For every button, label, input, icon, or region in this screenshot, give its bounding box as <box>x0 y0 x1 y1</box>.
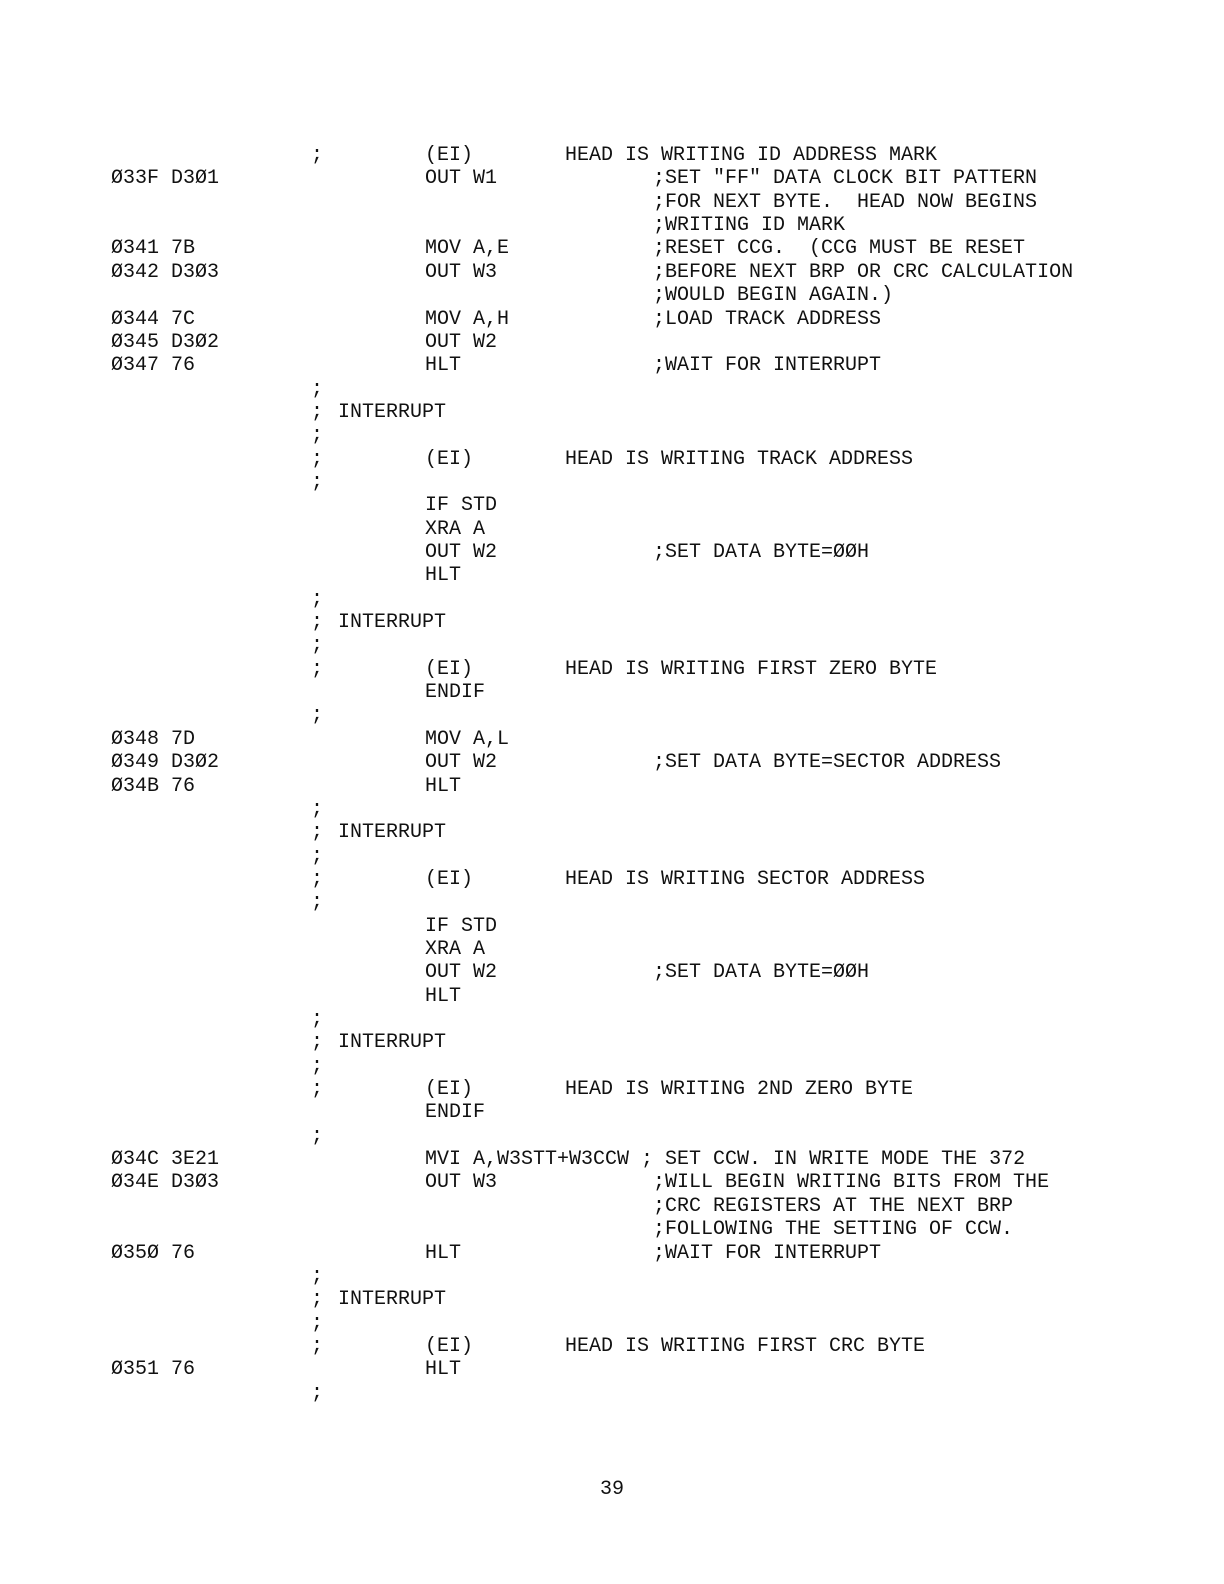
line-comment: ;RESET CCG. (CCG MUST BE RESET <box>653 237 1026 261</box>
instruction: OUT W2 <box>425 751 498 775</box>
comment-marker: ; <box>311 867 324 891</box>
comment-marker: ; <box>311 1008 324 1031</box>
listing-line <box>0 237 1224 261</box>
line-address: Ø347 76 <box>111 354 196 378</box>
line-comment: ;SET DATA BYTE=ØØH <box>653 961 870 985</box>
line-comment: ;WRITING ID MARK <box>653 214 846 238</box>
listing-line <box>0 1382 1224 1406</box>
listing-line <box>0 494 1224 518</box>
line-address: Ø35Ø 76 <box>111 1241 196 1265</box>
listing-line <box>0 424 1224 448</box>
listing-line <box>0 821 1224 845</box>
instruction: (EI) <box>425 144 474 167</box>
listing-line <box>0 1288 1224 1312</box>
listing-line <box>0 518 1224 542</box>
comment-marker: ; <box>311 1334 324 1358</box>
comment-marker: ; <box>311 377 324 401</box>
instruction: (EI) <box>425 657 474 681</box>
line-comment: ;WOULD BEGIN AGAIN.) <box>653 284 894 308</box>
listing-line <box>0 751 1224 775</box>
comment-marker: ; <box>311 1381 324 1405</box>
comment-marker: ; <box>311 1031 324 1055</box>
listing-line <box>0 1171 1224 1195</box>
comment-marker: ; <box>311 1124 324 1148</box>
instruction: ENDIF <box>425 1101 486 1125</box>
instruction: IF STD <box>425 914 498 938</box>
listing-line <box>0 167 1224 191</box>
instruction: OUT W3 <box>425 1171 498 1195</box>
instruction: HLT <box>425 354 462 378</box>
listing-line <box>0 1218 1224 1242</box>
head-annotation: HEAD IS WRITING ID ADDRESS MARK <box>565 144 938 167</box>
comment-marker: ; <box>311 1054 324 1078</box>
instruction: (EI) <box>425 1078 474 1101</box>
listing-line <box>0 471 1224 495</box>
instruction: OUT W2 <box>425 541 498 564</box>
listing-line <box>0 354 1224 378</box>
head-annotation: HEAD IS WRITING 2ND ZERO BYTE <box>565 1078 914 1101</box>
listing-line <box>0 1125 1224 1149</box>
comment-marker: ; <box>311 144 324 167</box>
listing-line <box>0 284 1224 308</box>
instruction: OUT W3 <box>425 260 498 284</box>
head-annotation: HEAD IS WRITING SECTOR ADDRESS <box>565 867 926 891</box>
listing-line <box>0 1055 1224 1079</box>
comment-marker: ; <box>311 891 324 915</box>
listing-line <box>0 868 1224 892</box>
listing-line <box>0 1265 1224 1289</box>
section-label: INTERRUPT <box>338 400 447 424</box>
comment-marker: ; <box>311 587 324 611</box>
line-address: Ø345 D3Ø2 <box>111 330 220 354</box>
listing-line <box>0 961 1224 985</box>
line-address: Ø351 76 <box>111 1358 196 1382</box>
listing-line <box>0 634 1224 658</box>
comment-marker: ; <box>311 1078 324 1101</box>
listing-line <box>0 448 1224 472</box>
comment-marker: ; <box>311 611 324 634</box>
listing-line <box>0 1031 1224 1055</box>
listing-line <box>0 938 1224 962</box>
instruction: MOV A,E <box>425 237 510 261</box>
instruction: OUT W2 <box>425 330 498 354</box>
comment-marker: ; <box>311 634 324 658</box>
comment-marker: ; <box>311 1311 324 1335</box>
instruction: OUT W1 <box>425 167 498 191</box>
instruction: HLT <box>425 984 462 1008</box>
comment-marker: ; <box>311 704 324 728</box>
comment-marker: ; <box>311 657 324 681</box>
listing-line <box>0 1101 1224 1125</box>
listing-line <box>0 611 1224 635</box>
comment-marker: ; <box>311 797 324 821</box>
listing-line <box>0 541 1224 565</box>
listing-line <box>0 308 1224 332</box>
line-address: Ø33F D3Ø1 <box>111 167 220 191</box>
line-comment: ;FOLLOWING THE SETTING OF CCW. <box>653 1218 1014 1242</box>
comment-marker: ; <box>311 821 324 845</box>
line-comment: ;LOAD TRACK ADDRESS <box>653 307 882 331</box>
instruction: (EI) <box>425 1334 474 1358</box>
instruction: OUT W2 <box>425 961 498 985</box>
listing-line <box>0 261 1224 285</box>
head-annotation: HEAD IS WRITING FIRST CRC BYTE <box>565 1334 926 1358</box>
line-comment: ;SET "FF" DATA CLOCK BIT PATTERN <box>653 167 1038 191</box>
listing-line <box>0 588 1224 612</box>
instruction: HLT <box>425 1358 462 1382</box>
line-address: Ø34E D3Ø3 <box>111 1171 220 1195</box>
listing-line <box>0 1008 1224 1032</box>
line-comment: ;WILL BEGIN WRITING BITS FROM THE <box>653 1171 1050 1195</box>
line-address: Ø342 D3Ø3 <box>111 260 220 284</box>
instruction: HLT <box>425 564 462 588</box>
listing-line <box>0 1078 1224 1102</box>
instruction: (EI) <box>425 867 474 891</box>
listing-line <box>0 798 1224 822</box>
instruction: HLT <box>425 1241 462 1265</box>
listing-line <box>0 845 1224 869</box>
comment-marker: ; <box>311 1288 324 1312</box>
instruction: HLT <box>425 774 462 798</box>
section-label: INTERRUPT <box>338 1288 447 1312</box>
section-label: INTERRUPT <box>338 1031 447 1055</box>
line-address: Ø348 7D <box>111 727 196 751</box>
comment-marker: ; <box>311 447 324 471</box>
line-comment: ;FOR NEXT BYTE. HEAD NOW BEGINS <box>653 190 1038 214</box>
line-address: Ø341 7B <box>111 237 196 261</box>
instruction: (EI) <box>425 447 474 471</box>
listing-line <box>0 1148 1224 1172</box>
listing-line <box>0 704 1224 728</box>
line-comment: ;BEFORE NEXT BRP OR CRC CALCULATION <box>653 260 1074 284</box>
line-address: Ø34C 3E21 <box>111 1148 220 1172</box>
listing-line <box>0 915 1224 939</box>
listing-line <box>0 1242 1224 1266</box>
comment-marker: ; <box>311 400 324 424</box>
line-comment: ;WAIT FOR INTERRUPT <box>653 354 882 378</box>
listing-line <box>0 191 1224 215</box>
instruction: IF STD <box>425 494 498 518</box>
listing-line <box>0 681 1224 705</box>
listing-line <box>0 1358 1224 1382</box>
listing-line <box>0 775 1224 799</box>
listing-line <box>0 378 1224 402</box>
page-number: 39 <box>599 1478 624 1501</box>
section-label: INTERRUPT <box>338 821 447 845</box>
listing-line <box>0 1195 1224 1219</box>
listing-line <box>0 564 1224 588</box>
line-comment: ;SET DATA BYTE=ØØH <box>653 541 870 564</box>
listing-line <box>0 891 1224 915</box>
listing-line <box>0 331 1224 355</box>
instruction: MVI A,W3STT+W3CCW ; SET CCW. IN WRITE MODE THE 372 <box>425 1148 1026 1172</box>
instruction: MOV A,H <box>425 307 510 331</box>
listing-line <box>0 658 1224 682</box>
line-comment: ;WAIT FOR INTERRUPT <box>653 1241 882 1265</box>
listing-line <box>0 1312 1224 1336</box>
listing-line <box>0 214 1224 238</box>
section-label: INTERRUPT <box>338 611 447 634</box>
comment-marker: ; <box>311 424 324 448</box>
comment-marker: ; <box>311 470 324 494</box>
head-annotation: HEAD IS WRITING FIRST ZERO BYTE <box>565 657 938 681</box>
listing-line <box>0 985 1224 1009</box>
head-annotation: HEAD IS WRITING TRACK ADDRESS <box>565 447 914 471</box>
comment-marker: ; <box>311 1264 324 1288</box>
listing-line <box>0 401 1224 425</box>
instruction: XRA A <box>425 937 486 961</box>
instruction: XRA A <box>425 517 486 541</box>
listing-line <box>0 1335 1224 1359</box>
instruction: MOV A,L <box>425 727 510 751</box>
listing-line <box>0 144 1224 168</box>
comment-marker: ; <box>311 844 324 868</box>
line-comment: ;SET DATA BYTE=SECTOR ADDRESS <box>653 751 1002 775</box>
line-address: Ø349 D3Ø2 <box>111 751 220 775</box>
line-address: Ø344 7C <box>111 307 196 331</box>
instruction: ENDIF <box>425 681 486 705</box>
listing-line <box>0 728 1224 752</box>
line-comment: ;CRC REGISTERS AT THE NEXT BRP <box>653 1194 1014 1218</box>
line-address: Ø34B 76 <box>111 774 196 798</box>
